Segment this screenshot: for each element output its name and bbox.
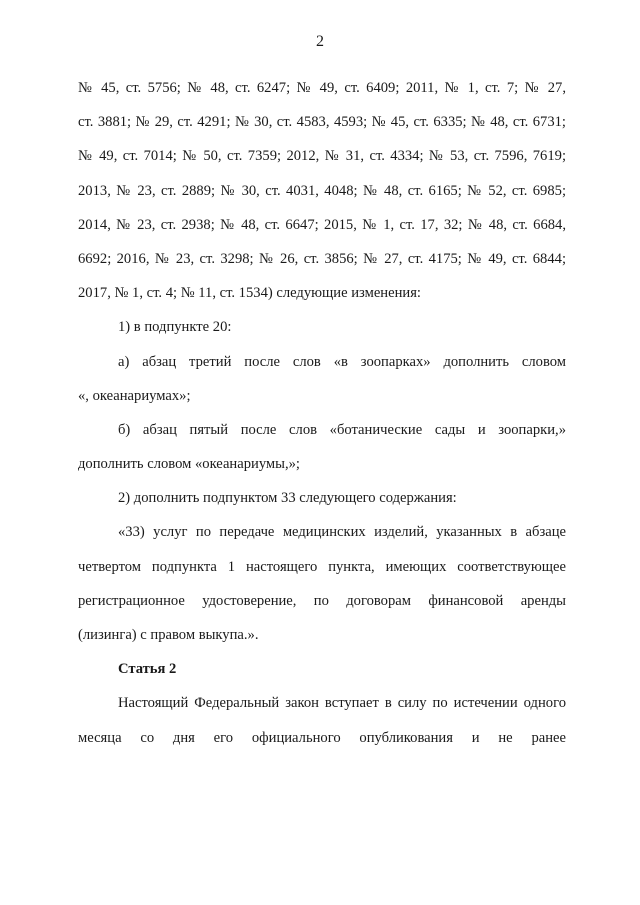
text-line: (лизинга) с правом выкупа.».: [78, 627, 259, 643]
text-line: 2014, № 23, ст. 2938; № 48, ст. 6647; 2015, № 1, ст. 17, 32; № 48, ст. 6684,: [78, 216, 566, 233]
subclause-heading: 1) в подпункте 20:: [118, 319, 232, 336]
text-line: регистрационное удостоверение, по договорам финансовой аренды: [78, 592, 566, 609]
text-line: четвертом подпункта 1 настоящего пункта, имеющих соответствующее: [78, 558, 566, 575]
subclause-heading: 2) дополнить подпунктом 33 следующего содержания:: [118, 490, 457, 507]
text-line: № 49, ст. 7014; № 50, ст. 7359; 2012, № 31, ст. 4334; № 53, ст. 7596, 7619;: [78, 148, 566, 165]
text-line: «, океанариумах»;: [78, 387, 191, 404]
text-line: дополнить словом «океанариумы,»;: [78, 456, 300, 473]
text-line: 2013, № 23, ст. 2889; № 30, ст. 4031, 4048; № 48, ст. 6165; № 52, ст. 6985;: [78, 182, 566, 199]
text-line: № 45, ст. 5756; № 48, ст. 6247; № 49, ст. 6409; 2011, № 1, ст. 7; № 27,: [78, 80, 566, 96]
page-number: 2: [316, 33, 324, 50]
text-line: 2017, № 1, ст. 4; № 11, ст. 1534) следующие изменения:: [78, 285, 421, 302]
text-line: месяца со дня его официального опубликования и не ранее: [78, 729, 566, 746]
document-body: [78, 71, 566, 755]
text-line: 6692; 2016, № 23, ст. 3298; № 26, ст. 3856; № 27, ст. 4175; № 49, ст. 6844;: [78, 250, 566, 267]
text-line: «33) услуг по передаче медицинских изделий, указанных в абзаце: [118, 524, 566, 541]
text-line: б) абзац пятый после слов «ботанические сады и зоопарки,»: [118, 421, 566, 438]
article-heading: Статья 2: [118, 661, 177, 678]
text-line: а) абзац третий после слов «в зоопарках» дополнить словом: [118, 353, 566, 370]
text-line: Настоящий Федеральный закон вступает в силу по истечении одного: [118, 695, 566, 712]
text-line: ст. 3881; № 29, ст. 4291; № 30, ст. 4583, 4593; № 45, ст. 6335; № 48, ст. 6731;: [78, 114, 566, 131]
